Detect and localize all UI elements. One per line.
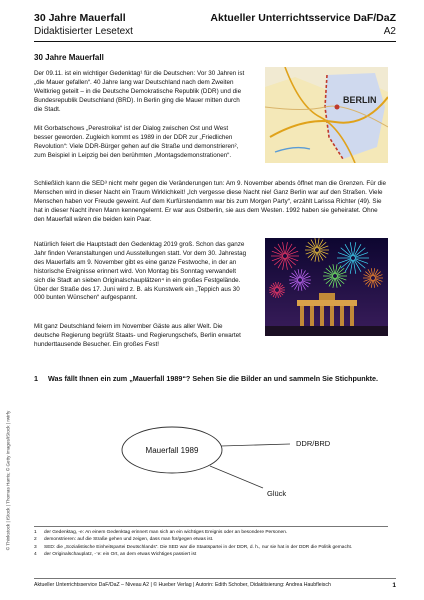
footnote-1	[34, 530, 388, 536]
mindmap-branch-label-1: DDR/BRD	[296, 439, 331, 448]
task-instruction: Was fällt Ihnen ein zum „Mauerfall 1989“? Sehen Sie die Bilder an und sammeln Sie Stichpunkte.	[48, 374, 379, 383]
map-city-label: BERLIN	[343, 95, 377, 105]
mindmap	[120, 410, 350, 510]
mindmap-center-label: Mauerfall 1989	[145, 446, 199, 455]
mindmap-branch-label-2: Glück	[267, 489, 287, 498]
mindmap-branch-line-1	[221, 444, 290, 446]
footnote-number: 2	[34, 537, 37, 543]
berlin-map-graphic	[265, 67, 388, 163]
header-level: A2	[383, 26, 396, 37]
footnote-text: SED: die „Sozialistische Einheitspartei Deutschlands“. Die SED war die Staatspartei in der DDR, d. h., nur sie hat in der DDR die Politik gemacht.	[44, 544, 353, 550]
article-title: 30 Jahre Mauerfall	[34, 53, 104, 62]
header-rule	[34, 41, 396, 42]
task-1	[34, 374, 378, 383]
article-paragraph-4: Natürlich feiert die Hauptstadt den Gedenktag 2019 groß. Schon das ganze Jahr finden Veranstaltungen und Ausstellungen statt. Vor dem 30. Jahrestag des Mauerfalls am 9. November gibt es eine ganze Festwoche, in der an historische Ereignisse erinnert wird. Von Montag bis Sonntag verwandelt sich die Stadt an sieben Originalschauplätzen⁴ in ein großes Festgelände. Über der Straße des 17. Juni wird z. B. als Kunstwerk ein „Teppich aus 30 000 bunten Wünschen“ aufgespannt.	[34, 241, 247, 302]
footnote-2	[34, 537, 388, 543]
header-series-title: Aktueller Unterrichtsservice DaF/DaZ	[210, 12, 396, 24]
footnote-4	[34, 552, 388, 558]
page-footer	[34, 578, 396, 588]
berlin-map-image	[265, 67, 388, 163]
header-title: 30 Jahre Mauerfall	[34, 12, 126, 24]
article-paragraph-2: Mit Gorbatschows „Perestroika“ ist der Dialog zwischen Ost und West besser geworden. Zugleich kommt es 1989 in der DDR zur „Friedlichen Revolution“: Viele DDR-Bürger gehen auf die Straße und demonstrieren², zum Beispiel in Leipzig bei den berühmten „Montagsdemonstrationen“.	[34, 125, 239, 159]
footnote-text: demonstrieren: auf die Straße gehen und zeigen, dass man für/gegen etwas ist.	[44, 537, 214, 543]
article-paragraph-1: Der 09.11. ist ein wichtiger Gedenktag¹ für die Deutschen: Vor 30 Jahren ist „die Mauer gefallen“. 40 Jahre lang war Deutschland nach dem Zweiten Weltkrieg geteilt – in die Deutsche Demokratische Republik (DDR) und die Bundesrepublik Deutschland (BRD). In Berlin ging die Mauer mitten durch die Stadt.	[34, 70, 245, 113]
footnote-number: 4	[34, 552, 37, 558]
footnote-rule	[34, 526, 388, 527]
footnote-number: 3	[34, 544, 37, 550]
footer-text: Aktueller Unterrichtsservice DaF/DaZ – Niveau A2 | © Hueber Verlag | Autorin: Edith Schober, Didaktisierung: Andrea Haubfleisch	[34, 582, 331, 588]
header-subtitle: Didaktisierter Lesetext	[34, 26, 133, 37]
article-paragraph-3: Schließlich kann die SED³ nicht mehr gegen die Veränderungen tun: Am 9. November abends öffnet man die Grenzen. Für die Menschen wird in dieser Nacht ein Traum Wirklichkeit! „Ich vergesse diese Nacht nie! Ganz Berlin war auf den Straßen. Viele Menschen haben vor Freude geweint. Auf dem Kurfürstendamm war bis zum Morgen Party“, erzählt Larissa Richter (49). Sie hat in dieser Nacht ihren Mann kennengelernt. Er war aus Ostberlin, sie aus dem Westen. 1992 haben sie geheiratet. Ohne den Mauerfall wären die beiden kein Paar.	[34, 180, 387, 223]
photo-credit: © Thinkstock | iStock | Thomas Harris; © Getty Images/iStock | rwirfy	[5, 410, 11, 551]
footnotes	[34, 526, 388, 560]
footnote-text: der Gedenktag, -e: An einem Gedenktag erinnert man sich an ein wichtiges Ereignis oder an besondere Personen.	[44, 530, 288, 535]
footnote-text: der Originalschauplatz, -¨e: ein Ort, an dem etwas Wichtiges passiert ist	[44, 552, 197, 558]
footnote-number: 1	[34, 530, 37, 535]
task-number: 1	[34, 374, 38, 383]
mindmap-branch-line-2	[210, 466, 263, 488]
page-header	[34, 12, 396, 46]
article-paragraph-5: Mit ganz Deutschland feiern im November Gäste aus aller Welt. Die deutsche Regierung begrüßt Staats- und Regierungschefs, Berlin erwartet hunderttausende Besucher. Ein großes Fest!	[34, 323, 241, 348]
footer-rule	[34, 578, 396, 579]
page-number: 1	[392, 582, 396, 589]
fireworks-brandenburger-tor-image	[265, 238, 388, 336]
fireworks-graphic	[265, 238, 388, 336]
footnote-3	[34, 545, 388, 551]
